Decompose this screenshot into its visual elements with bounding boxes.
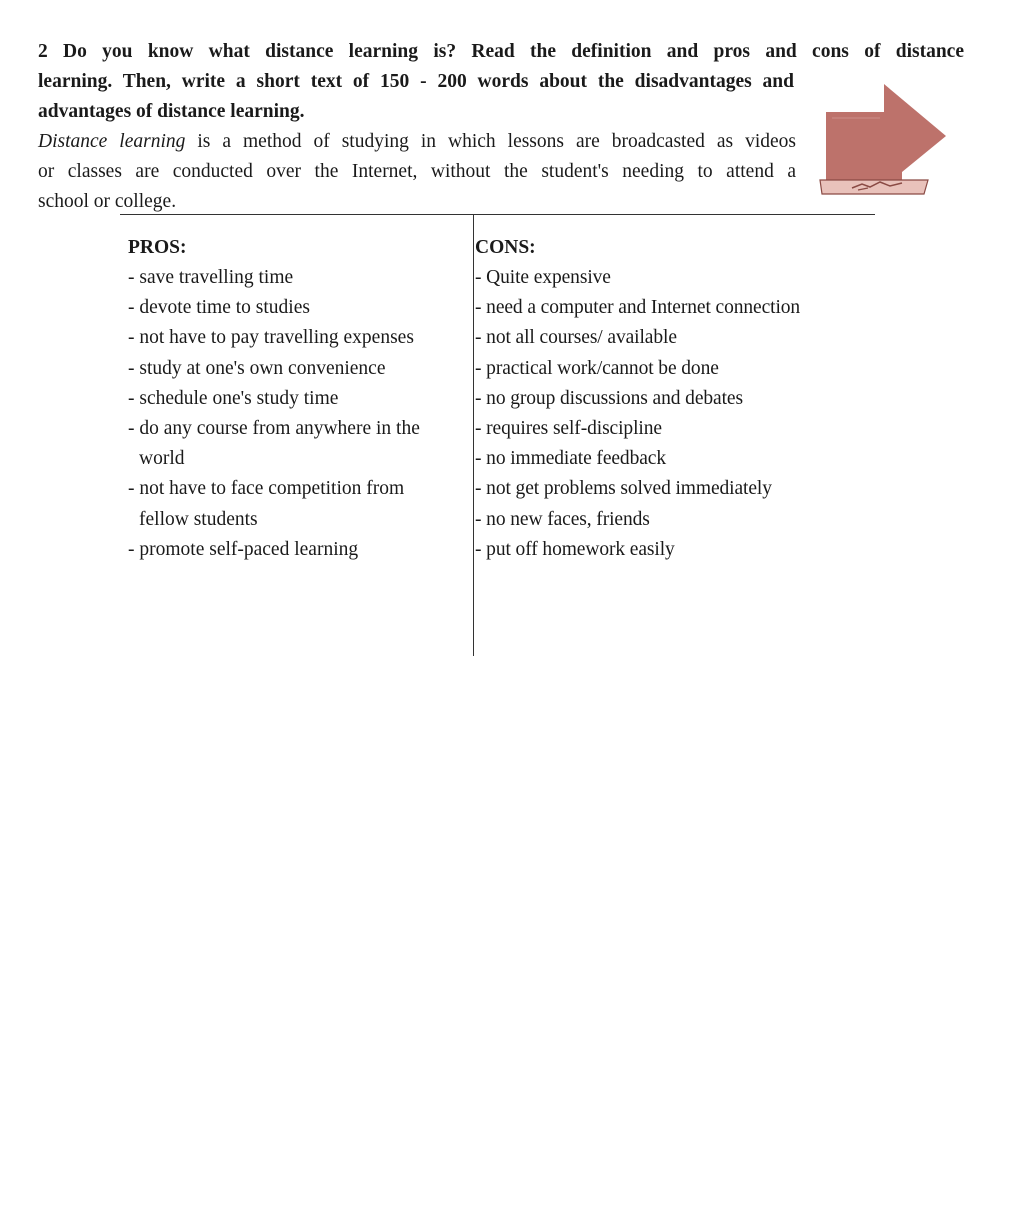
- cons-item: - no immediate feedback: [475, 448, 666, 470]
- cons-item: - no group discussions and debates: [475, 387, 743, 409]
- pros-item-text: - promote self-paced learning: [128, 538, 359, 560]
- cons-heading: CONS:: [475, 237, 536, 258]
- task-line-2: learning. Then, write a short text of 150 - 200 words about the disadvantages and: [38, 71, 794, 92]
- table-top-rule: [120, 214, 875, 215]
- table-column-divider: [473, 215, 474, 656]
- cons-list: [475, 263, 875, 565]
- pros-heading: PROS:: [128, 237, 187, 258]
- pros-item-text: - not have to face competition from: [128, 478, 405, 500]
- cons-item: - no new faces, friends: [475, 508, 650, 530]
- pros-list: [128, 263, 468, 565]
- pros-item-text: - do any course from anywhere in the: [128, 418, 420, 440]
- pros-item-text: - study at one's own convenience: [128, 357, 386, 379]
- definition-line-1: [38, 127, 796, 157]
- pros-item-text: - schedule one's study time: [128, 387, 339, 409]
- pros-item: [128, 384, 468, 414]
- laptop-arrow-icon: [818, 76, 948, 200]
- pros-item-continuation: world: [139, 448, 185, 470]
- pros-item-continuation: fellow students: [139, 508, 258, 530]
- pros-item: [128, 263, 468, 293]
- pros-item: [128, 354, 468, 384]
- cons-item: - requires self-discipline: [475, 418, 662, 440]
- cons-item: - Quite expensive: [475, 267, 611, 288]
- definition-line-3: school or college.: [38, 191, 177, 212]
- cons-item: - not get problems solved immediately: [475, 478, 772, 500]
- pros-item-text: - devote time to studies: [128, 297, 310, 319]
- definition-term: Distance learning: [38, 131, 186, 152]
- pros-item: [128, 293, 468, 323]
- cons-item: - put off homework easily: [475, 538, 675, 560]
- pros-column: [128, 233, 468, 565]
- pros-item-text: - not have to pay travelling expenses: [128, 327, 414, 349]
- pros-item: [128, 474, 468, 534]
- task-line-3: advantages of distance learning.: [38, 101, 305, 122]
- pros-item: [128, 323, 468, 353]
- cons-item: - practical work/cannot be done: [475, 357, 719, 379]
- cons-item: - not all courses/ available: [475, 327, 677, 349]
- pros-item: [128, 414, 468, 474]
- pros-item: [128, 535, 468, 565]
- task-line-1: 2 Do you know what distance learning is? Read the definition and pros and cons of distance: [38, 41, 964, 62]
- cons-item: - need a computer and Internet connection: [475, 297, 801, 319]
- pros-item-text: - save travelling time: [128, 267, 294, 288]
- cons-column: [475, 233, 875, 565]
- definition-line-1-rest: is a method of studying in which lessons are broadcasted as videos: [197, 131, 796, 152]
- definition-line-2: or classes are conducted over the Internet, without the student's needing to attend a: [38, 161, 796, 182]
